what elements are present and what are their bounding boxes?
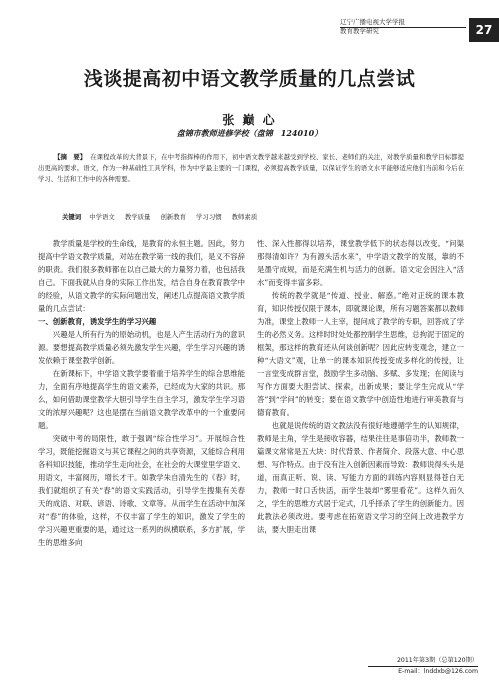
- journal-header: [340, 18, 466, 42]
- body-paragraph: 突破中考的局限性，敢于强调“综合性学习”。开展综合性学习，既能挖掘语文与其它课程之间的共享资源，又能综合利用各科知识技能，推动学生走向社会，在社会的大课堂里学语文、用语文，丰富阅历，增长才干。如教学朱自清先生的《春》时，我们就组织了有关“春”的语文实践活动，引导学生搜集有关春天的成语、对联、谚语、诗歌、文章等。从而学生在活动中加深对“春”的体验，这样，不仅丰富了学生的知识，激发了学生的学习兴趣更重要的是，通过这一系列的纵横联系，多方扩展，学生的思维多向: [38, 434, 245, 547]
- abstract-label: 【摘 要】: [54, 153, 87, 161]
- keyword: 教学质量: [124, 213, 151, 221]
- article-title: 浅谈提高初中语文教学质量的几点尝试: [83, 68, 416, 90]
- body-paragraph: 传统的教学就是“传道、授业、解惑。”绝对正统的课本教育，知识传授仅限于课本，即就课论课，所有习题答案都以教师为准，课堂上教师一人主宰，提问成了教学的专职，回答成了学生的必然义务。这样时时处处都控制学生思维，总拘泥于固定的框架，那这样的教育还从何谈创新呢？因此应转变观念，建立一种“大语文”观，让单一的课本知识传授变成多样化的传授，让一言堂变成群言堂，鼓励学生多动脑、多赋、多发现；在阅读与写作方面要大胆尝试、探索，出新成果；要让学生完成从“学答”到“学问”的转变；要在语文教学中创造性地进行审美教育与德育教育。: [257, 291, 464, 417]
- body-column-left: [38, 237, 245, 549]
- body-paragraph: 教学质量是学校的生命线，是教育的永恒主题。因此，努力提高中学语文教学质量，对站在教学第一线的我们，是义不容辞的职责。我们很多教师都在以自己最大的力量努力着，也包括我自己。下面我就从自身的实际工作出发，结合自身在教育教学中的经验，从语文教学的实际问题出发，阐述几点提高语文教学质量的几点尝试：: [38, 239, 245, 313]
- abstract: [38, 152, 464, 185]
- body-paragraph: 也就是说传统的语文教法没有很好地遵循学生的认知规律，教师是主角，学生是接收容器，结果往往是事倍功半，教师教一篇课文常常是五大块：时代背景、作者简介、段落大意、中心思想、写作特点。由于没有注入创新因素而导致：教师说得头头是道，而真正听、说、读、写能力方面的训练内容则显得苍白无力，教师一时口舌快活，而学生装却“雾里看花”。这样久而久之，学生的思维方式居于定式，几乎择杀了学生的创新能力。因此教法必须改进。要考虑在拓宽语文学习的空间上改进教学方法，要大胆走出课: [257, 421, 464, 534]
- keyword: 教师素质: [231, 213, 258, 221]
- keywords-label: 关键词: [62, 213, 82, 221]
- issue-info: 2011年第3期（总第120期）: [397, 657, 478, 664]
- footer-rule: [368, 666, 478, 667]
- author-affiliation: 盘锦市教师进修学校（盘锦 124010）: [176, 128, 323, 138]
- keyword: 创新教育: [160, 213, 186, 221]
- body-paragraph: 在新课标下，中学语文教学要着重于培养学生的综合思维能力，全面有序地提高学生的语文素养，已经成为大家的共识。那么，如何借助课堂教学大胆引导学生自主学习，激发学生学习语文的浓厚兴趣呢？这也是摆在当前语文教学改革中的一个重要问题。: [38, 369, 245, 430]
- page-footer: [368, 657, 478, 676]
- journal-name: 辽宁广播电视大学学报: [340, 18, 405, 26]
- section-heading: 一、创新教育，诱发学生的学习兴趣: [38, 317, 157, 326]
- abstract-text: 在课程改革的大背景下，在中考指挥棒的作用下，初中语文教学越来越受到学校、家长、老师们的关注，对教学质量和教学目标都提出更高的要求。语文，作为一种基础性工具学科，作为中学最主要的一门课程，必须提高教学质量，以保证学生的语文水平能够适应他们当前和今后在学习、生活和工作中的各种需要。: [38, 153, 465, 183]
- page-number-badge: 27: [469, 18, 499, 42]
- contact-email: E-mail：lnddxb@126.com: [398, 668, 478, 675]
- body-paragraph: 性、深入性都得以培养，课堂教学低下的状态得以改变。“问渠那得清如许？为有源头活水来”，中学语文教学的发展，靠的不是墨守成规，而是充满生机与活力的创新。语文定会因注入“活水”而变得丰富多彩。: [257, 239, 464, 287]
- body-paragraph: 兴趣是人所有行为的原始动机，也是人产生活动行为的意识源。要想提高教学质量必须先激发学生兴趣，学生学习兴趣的诱发依赖于课堂教学创新。: [38, 330, 245, 365]
- body-column-right: [257, 237, 464, 536]
- keywords: [62, 212, 462, 221]
- journal-section: 教育教学研究: [340, 27, 379, 35]
- keyword: 学习习惯: [196, 213, 222, 221]
- keyword: 中学语文: [89, 213, 115, 221]
- article-author: 张 巅 心: [222, 113, 277, 127]
